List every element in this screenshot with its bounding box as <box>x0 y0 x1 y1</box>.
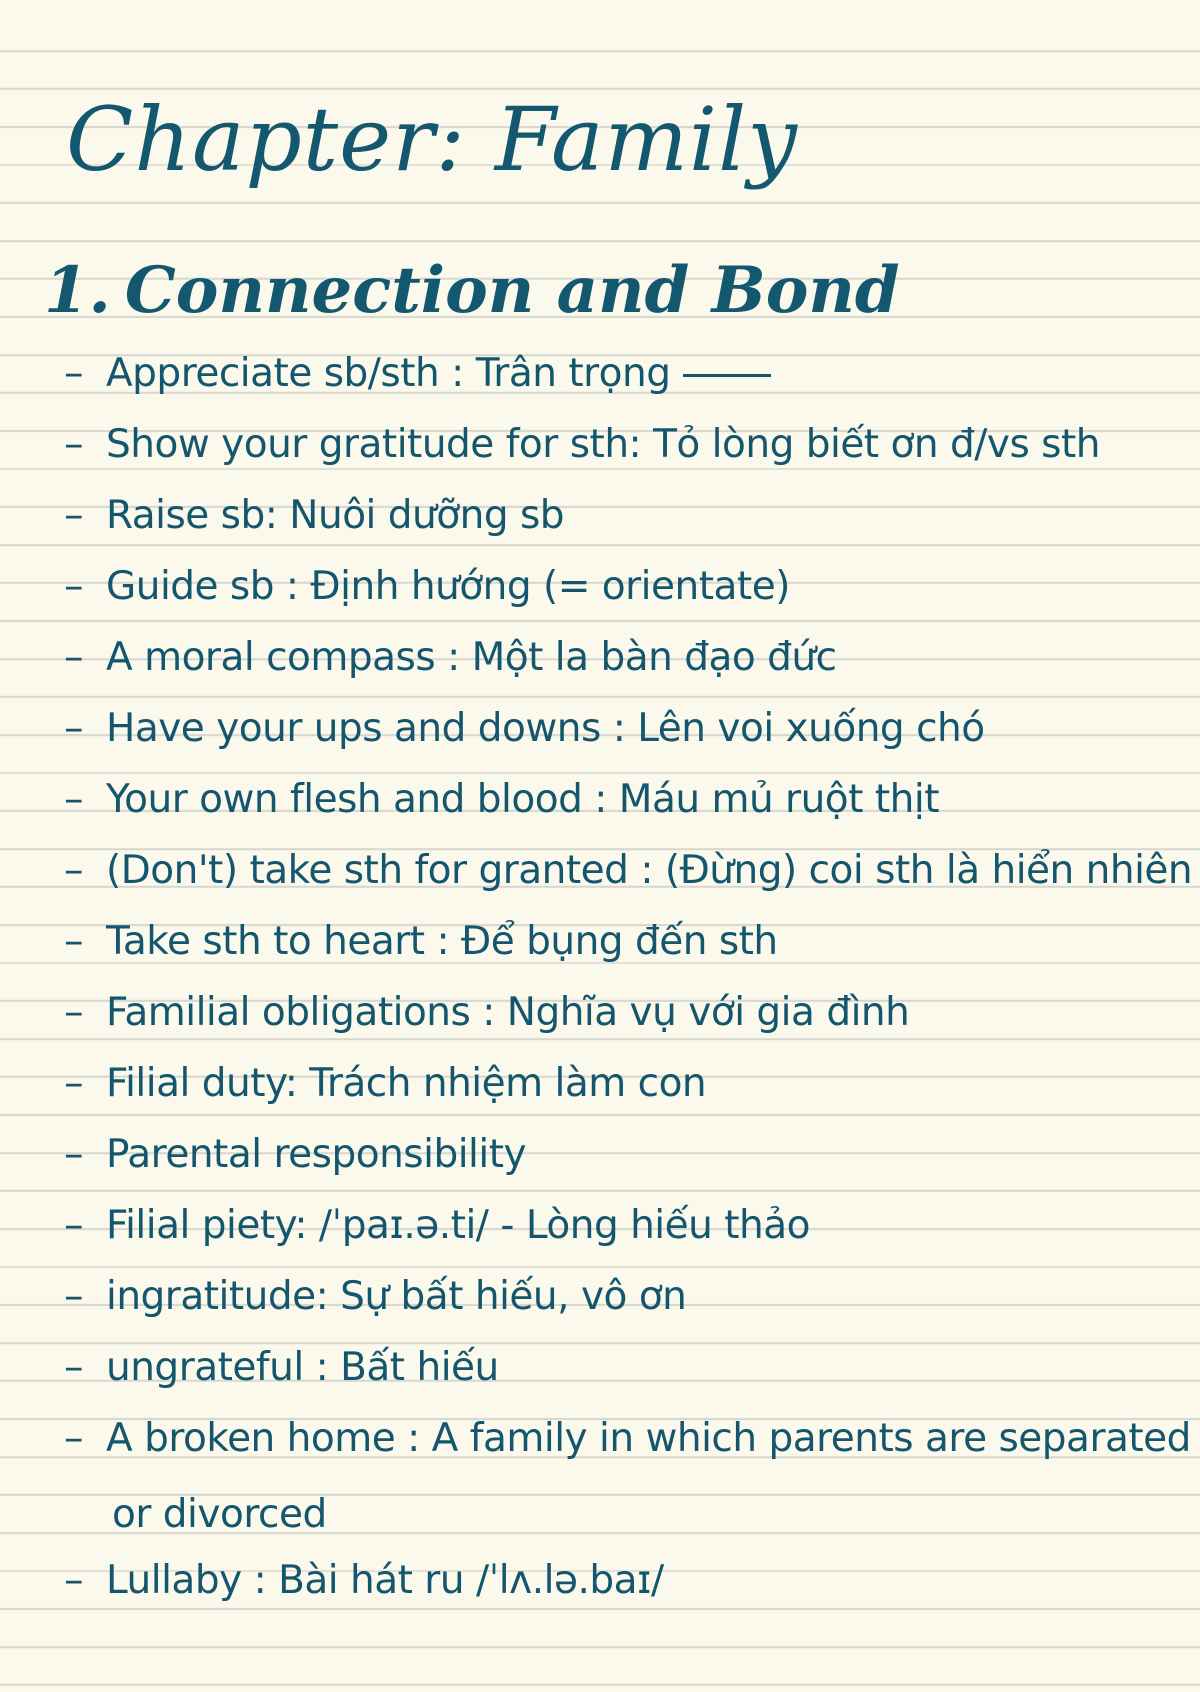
entry-continuation: or divorced <box>112 1492 327 1537</box>
entry-text: Appreciate sb/sth : Trân trọng <box>106 351 671 396</box>
entry-text: Take sth to heart : Để bụng đến sth <box>106 919 778 964</box>
list-item: – Parental responsibility <box>64 1132 527 1177</box>
blank-underline <box>683 374 771 377</box>
list-item: – (Don't) take sth for granted : (Đừng) coi sth là hiển nhiên <box>64 848 1193 893</box>
entry-text: ungrateful : Bất hiếu <box>106 1345 499 1390</box>
list-item: – Familial obligations : Nghĩa vụ với gia đình <box>64 990 910 1035</box>
list-item: – Your own flesh and blood : Máu mủ ruột thịt <box>64 777 939 822</box>
entry-text: Filial duty: Trách nhiệm làm con <box>106 1061 707 1106</box>
list-item: – ungrateful : Bất hiếu <box>64 1345 499 1390</box>
entry-text: A moral compass : Một la bàn đạo đức <box>106 635 837 680</box>
section-number: 1. <box>44 253 111 328</box>
list-item: – Raise sb: Nuôi dưỡng sb <box>64 493 565 538</box>
entry-text: Lullaby : Bài hát ru /ˈlʌ.lə.baɪ/ <box>106 1558 664 1603</box>
section-heading <box>44 253 900 328</box>
list-item: – Take sth to heart : Để bụng đến sth <box>64 919 778 964</box>
entry-text: Guide sb : Định hướng (= orientate) <box>106 564 790 609</box>
list-item: – Show your gratitude for sth: Tỏ lòng biết ơn đ/vs sth <box>64 422 1100 467</box>
entry-text: Show your gratitude for sth: Tỏ lòng biết ơn đ/vs sth <box>106 422 1100 467</box>
entry-text: Filial piety: /ˈpaɪ.ə.ti/ - Lòng hiếu thảo <box>106 1203 811 1248</box>
entry-text: Parental responsibility <box>106 1132 527 1177</box>
entry-text: A broken home : A family in which parents are separated <box>106 1416 1191 1461</box>
list-item: – Filial duty: Trách nhiệm làm con <box>64 1061 707 1106</box>
list-item: – Lullaby : Bài hát ru /ˈlʌ.lə.baɪ/ <box>64 1558 664 1603</box>
entry-text: Have your ups and downs : Lên voi xuống chó <box>106 706 985 751</box>
list-item: – Have your ups and downs : Lên voi xuống chó <box>64 706 985 751</box>
list-item: – A moral compass : Một la bàn đạo đức <box>64 635 837 680</box>
page-title: Chapter: Family <box>66 88 798 191</box>
list-item: – A broken home : A family in which parents are separated or divorced <box>64 1416 1191 1537</box>
list-item: – Appreciate sb/sth : Trân trọng <box>64 350 1184 398</box>
entry-text: (Don't) take sth for granted : (Đừng) coi sth là hiển nhiên <box>106 848 1193 893</box>
list-item: – ingratitude: Sự bất hiếu, vô ơn <box>64 1274 687 1319</box>
entry-text: Your own flesh and blood : Máu mủ ruột thịt <box>106 777 939 822</box>
section-heading-text: Connection and Bond <box>124 253 900 328</box>
entry-text: Raise sb: Nuôi dưỡng sb <box>106 493 565 538</box>
entry-text: Familial obligations : Nghĩa vụ với gia đình <box>106 990 910 1035</box>
entry-text: ingratitude: Sự bất hiếu, vô ơn <box>106 1274 687 1319</box>
list-item: – Guide sb : Định hướng (= orientate) <box>64 564 790 609</box>
list-item: – Filial piety: /ˈpaɪ.ə.ti/ - Lòng hiếu thảo <box>64 1203 811 1248</box>
